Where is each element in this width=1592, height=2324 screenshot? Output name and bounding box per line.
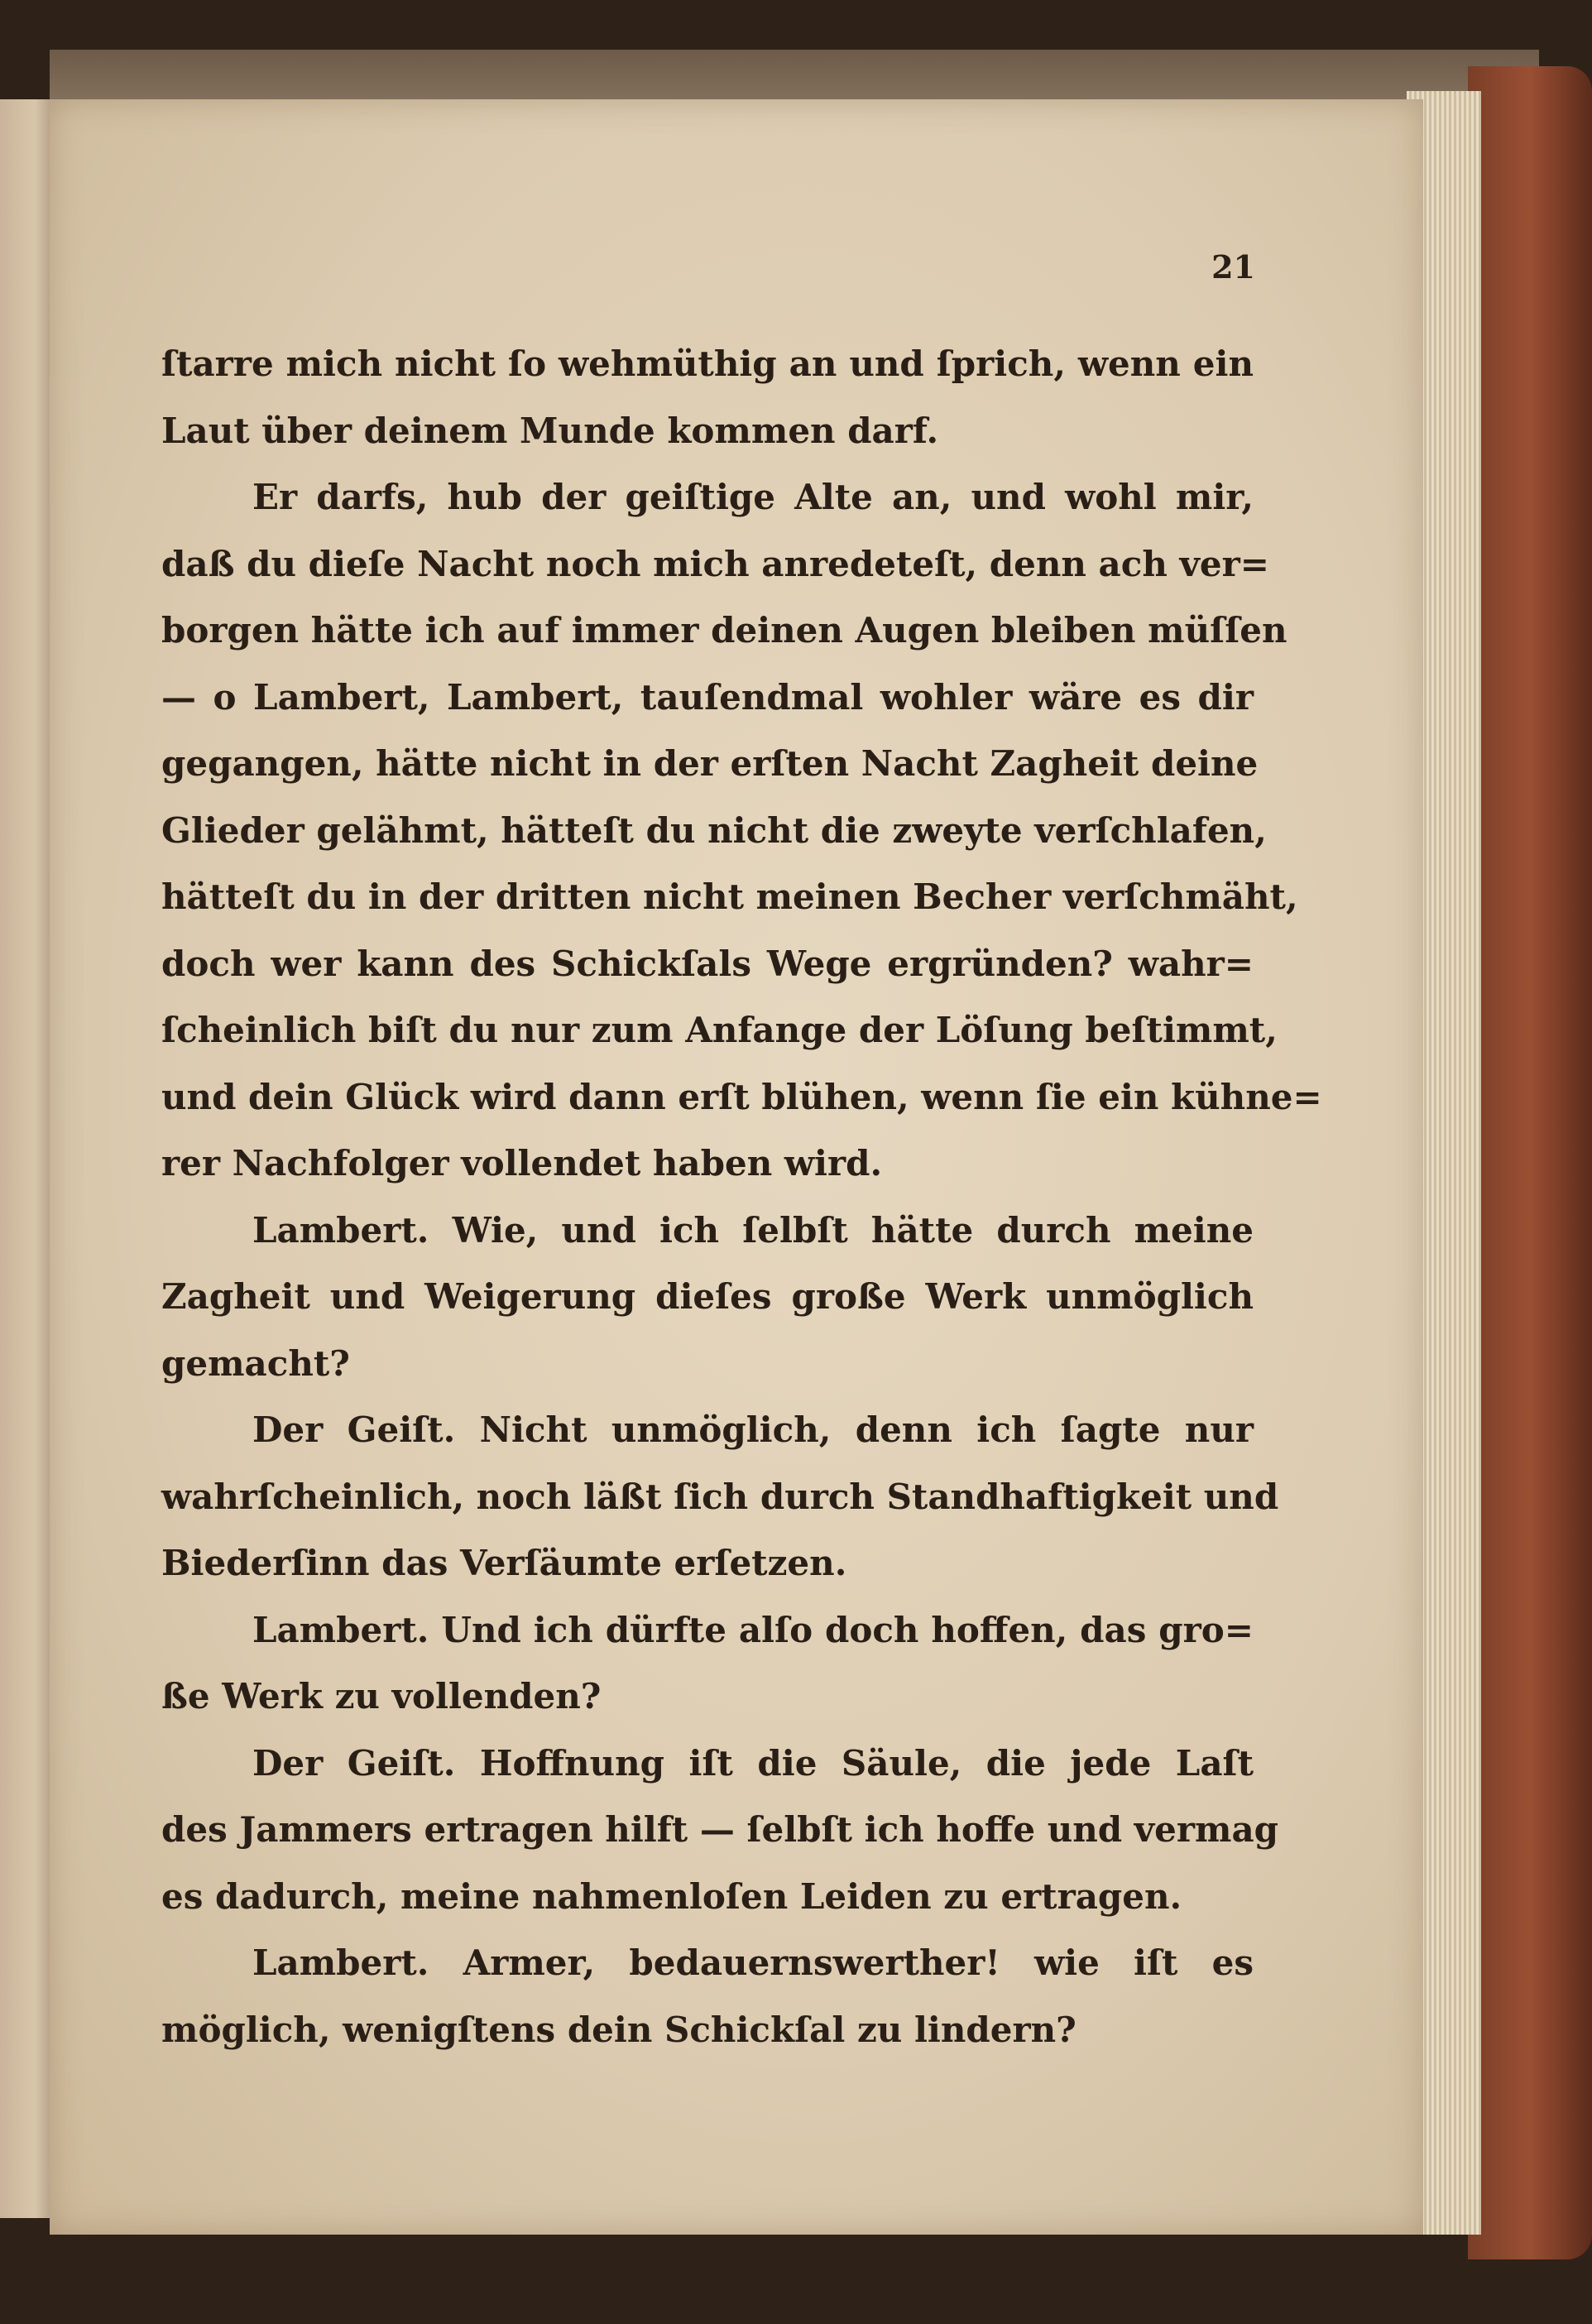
text-line: borgen hätte ich auf immer deinen Augen bleiben müſſen <box>161 610 1288 651</box>
text-line: Biederſinn das Verſäumte erſetzen. <box>161 1543 847 1583</box>
text-line: und dein Glück wird dann erſt blühen, wenn ſie ein kühne= <box>161 1076 1322 1117</box>
text-line: ſtarre mich nicht ſo wehmüthig an und ſprich, wenn ein <box>161 343 1254 384</box>
text-line: daß du dieſe Nacht noch mich anredeteſt, denn ach ver= <box>161 543 1269 584</box>
text-line: hätteſt du in der dritten nicht meinen Becher verſchmäht, <box>161 876 1298 917</box>
text-line: Laut über deinem Munde kommen darf. <box>161 410 939 451</box>
text-line: ße Werk zu vollenden? <box>161 1676 602 1717</box>
text-line: doch wer kann des Schickſals Wege ergründen? wahr= <box>161 943 1254 984</box>
text-line: Der Geiſt. Hoffnung iſt die Säule, die jede Laſt <box>252 1742 1254 1784</box>
text-line: Er darfs, hub der geiſtige Alte an, und wohl mir, <box>252 477 1254 517</box>
text-line: rer Nachfolger vollendet haben wird. <box>161 1143 883 1184</box>
text-line: es dadurch, meine nahmenloſen Leiden zu ertragen. <box>161 1875 1182 1917</box>
text-line: Glieder gelähmt, hätteſt du nicht die zweyte verſchlafen, <box>161 809 1267 851</box>
text-line: ſcheinlich biſt du nur zum Anfange der Löſung beſtimmt, <box>161 1010 1278 1050</box>
text-line: Lambert. Und ich dürfte alſo doch hoffen, das gro= <box>252 1609 1254 1650</box>
text-line: des Jammers ertragen hilft — ſelbſt ich hoffe und vermag <box>161 1809 1279 1850</box>
text-line: gegangen, hätte nicht in der erſten Nacht Zagheit deine <box>161 743 1259 784</box>
text-line: Lambert. Wie, und ich ſelbſt hätte durch meine <box>252 1209 1254 1251</box>
cover-binding <box>1468 66 1592 2259</box>
page-number: 21 <box>1211 248 1255 286</box>
text-line: wahrſcheinlich, noch läßt ſich durch Standhaftigkeit und <box>161 1476 1279 1517</box>
body-text <box>161 331 1322 2063</box>
text-line: Lambert. Armer, bedauernswerther! wie iſt es <box>252 1942 1254 1983</box>
text-line: Zagheit und Weigerung dieſes große Werk unmöglich <box>161 1276 1254 1317</box>
text-line: Der Geiſt. Nicht unmöglich, denn ich ſagte nur <box>252 1409 1254 1450</box>
text-line: möglich, wenigſtens dein Schickſal zu lindern? <box>161 2009 1077 2050</box>
text-line: — o Lambert, Lambert, tauſendmal wohler wäre es dir <box>161 676 1254 718</box>
text-line: gemacht? <box>161 1342 350 1384</box>
